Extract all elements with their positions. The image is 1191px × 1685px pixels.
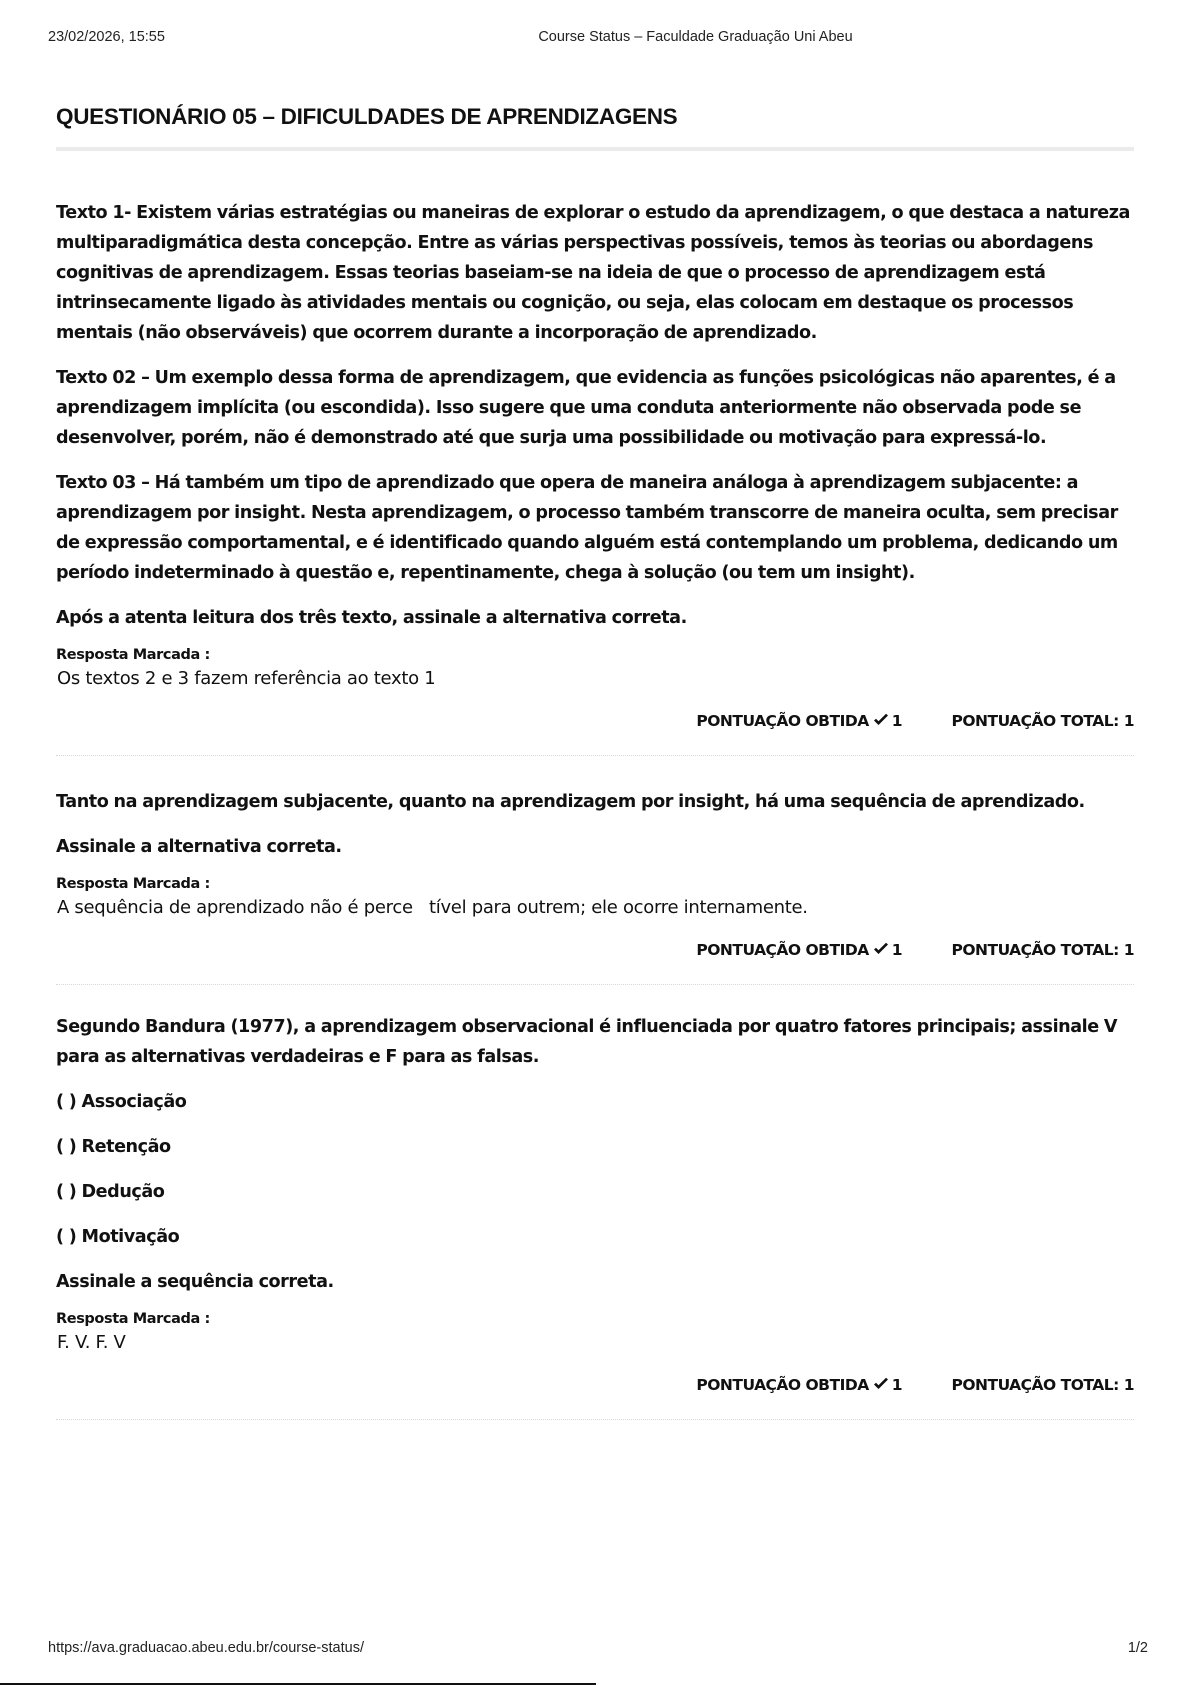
score-row [56, 941, 1134, 967]
question-3 [56, 1012, 1141, 1420]
quiz-title: QUESTIONÁRIO 05 – DIFICULDADES DE APRENDIZAGENS [56, 104, 678, 129]
question-text: Texto 1- Existem várias estratégias ou maneiras de explorar o estudo da aprendizagem, o que destaca a natureza multiparadigmática desta concepção. Entre as várias perspectivas possíveis, temos às teorias ou abordagens cognitivas de aprendizagem. Essas teorias baseiam-se na ideia de que o processo de aprendizagem está intrinsecamente ligado às atividades mentais ou cognição, ou seja, elas colocam em destaque os processos mentais (não observáveis) que ocorrem durante a incorporação de aprendizado. [56, 203, 1130, 343]
answer-label: Resposta Marcada : [56, 647, 210, 663]
question-text: Segundo Bandura (1977), a aprendizagem observacional é influenciada por quatro fatores principais; assinale V para as alternativas verdadeiras e F para as falsas. [56, 1017, 1118, 1067]
marked-answer: F. V. F. V [57, 1332, 126, 1353]
score-obtained: PONTUAÇÃO OBTIDA 1 [696, 1376, 902, 1394]
score-obtained: PONTUAÇÃO OBTIDA 1 [696, 941, 902, 959]
question-2 [56, 787, 1141, 985]
question-1 [56, 198, 1141, 756]
question-separator [56, 1419, 1134, 1420]
option-item: ( ) Associação [56, 1092, 187, 1112]
print-url: https://ava.graduacao.abeu.edu.br/course-status/ [48, 1640, 364, 1656]
answer-label: Resposta Marcada : [56, 1311, 210, 1327]
question-separator [56, 755, 1134, 756]
print-datetime: 23/02/2026, 15:55 [48, 29, 165, 45]
question-text: Texto 02 – Um exemplo dessa forma de aprendizagem, que evidencia as funções psicológicas não aparentes, é a aprendizagem implícita (ou escondida). Isso sugere que uma conduta anteriormente não observada pode se desenvolver, porém, não é demonstrado até que surja uma possibilidade ou motivação para expressá-lo. [56, 368, 1116, 448]
check-icon [873, 1377, 889, 1391]
quiz-header [56, 100, 1141, 151]
score-row [56, 1376, 1134, 1402]
score-total: PONTUAÇÃO TOTAL: 1 [951, 941, 1134, 959]
score-row [56, 712, 1134, 738]
question-text: Tanto na aprendizagem subjacente, quanto na aprendizagem por insight, há uma sequência de aprendizado. [56, 792, 1085, 812]
option-item: ( ) Motivação [56, 1227, 180, 1247]
print-footer [0, 1640, 1191, 1660]
title-divider [56, 147, 1134, 151]
print-header [0, 29, 1191, 49]
option-item: ( ) Retenção [56, 1137, 171, 1157]
check-icon [873, 713, 889, 727]
answer-label: Resposta Marcada : [56, 876, 210, 892]
option-item: ( ) Dedução [56, 1182, 165, 1202]
score-obtained: PONTUAÇÃO OBTIDA 1 [696, 712, 902, 730]
question-prompt: Assinale a sequência correta. [56, 1272, 334, 1292]
question-prompt: Assinale a alternativa correta. [56, 837, 342, 857]
question-separator [56, 984, 1134, 985]
print-page-title: Course Status – Faculdade Graduação Uni Abeu [538, 29, 853, 45]
question-prompt: Após a atenta leitura dos três texto, assinale a alternativa correta. [56, 608, 687, 628]
marked-answer: A sequência de aprendizado não é perce tível para outrem; ele ocorre internamente. [57, 897, 808, 918]
score-total: PONTUAÇÃO TOTAL: 1 [951, 712, 1134, 730]
score-total: PONTUAÇÃO TOTAL: 1 [951, 1376, 1134, 1394]
marked-answer: Os textos 2 e 3 fazem referência ao texto 1 [57, 668, 436, 689]
check-icon [873, 942, 889, 956]
page-number: 1/2 [1127, 1640, 1148, 1656]
question-text: Texto 03 – Há também um tipo de aprendizado que opera de maneira análoga à aprendizagem subjacente: a aprendizagem por insight. Nesta aprendizagem, o processo também transcorre de maneira oculta, sem precisar de expressão comportamental, e é identificado quando alguém está contemplando um problema, dedicando um período indeterminado à questão e, repentinamente, chega à solução (ou tem um insight). [56, 473, 1118, 583]
